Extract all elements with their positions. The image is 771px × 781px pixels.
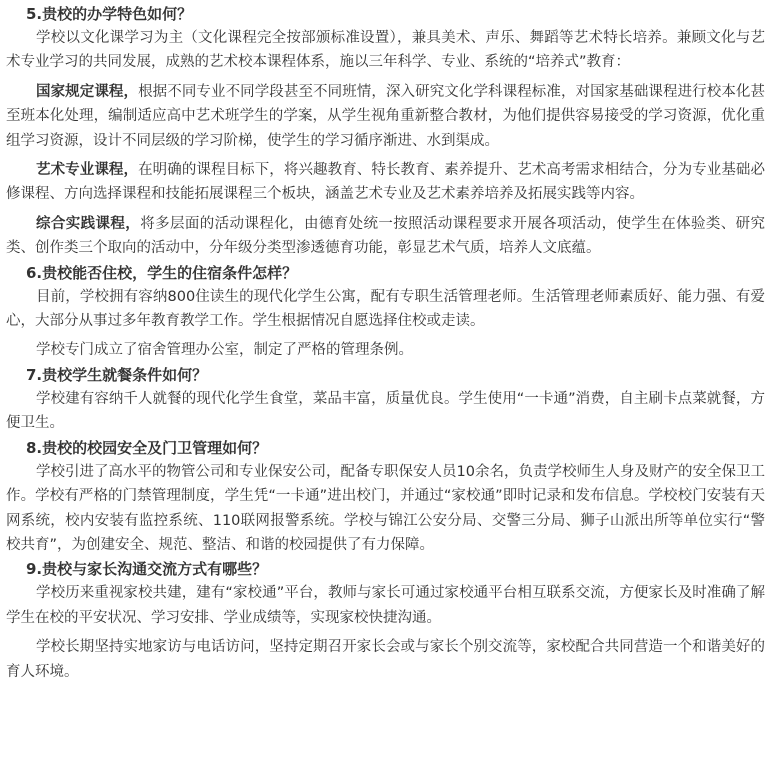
section-7-heading: 7.贵校学生就餐条件如何？ <box>26 365 208 384</box>
section-8-heading: 8.贵校的校园安全及门卫管理如何？ <box>26 438 268 457</box>
paragraph-text: 学校以文化课学习为主（文化课程完全按部颁标准设置），兼具美术、声乐、舞蹈等艺术特长培养。兼顾文化与艺术专业学习的共同发展，成熟的艺术校本课程体系，施以三年科学、专业、系统的“培养式”教育： <box>6 30 765 71</box>
section-9-heading: 9.贵校与家长沟通交流方式有哪些？ <box>26 560 268 579</box>
paragraph-text: 将多层面的活动课程化，由德育处统一按照活动课程要求开展各项活动，使学生在体验类、研究类、创作类三个取向的活动中，分年级分类型渗透德育功能，彰显艺术气质，培养人文底蕴。 <box>6 215 766 257</box>
paragraph-text: 目前，学校拥有容纳800住读生的现代化学生公寓，配有专职生活管理老师。生活管理老师素质好、能力强、有爱心，大部分从事过多年教育教学工作。学生根据情况自愿选择住校或走读。 <box>6 288 765 330</box>
section-5-heading: 5.贵校的办学特色如何？ <box>26 5 193 23</box>
art-curriculum-paragraph <box>6 158 765 207</box>
section-6-heading: 6.贵校能否住校，学生的住宿条件怎样？ <box>26 263 298 282</box>
practice-curriculum-lead: 综合实践课程， <box>36 215 141 232</box>
paragraph-text: 学校引进了高水平的物管公司和专业保安公司，配备专职保安人员10余名，负责学校师生人身及财产的安全保卫工作。学校有严格的门禁管理制度，学生凭“一卡通”进出校门，并通过“家校通”即时记录和发布信息。学校校门安装有天网系统，校内安装有监控系统、110联网报警系统。学校与锦江公安分局、交警三分局、狮子山派出所等单位实行“警校共育”，为创建安全、规范、整洁、和谐的校园提供了有力保障。 <box>6 463 765 553</box>
dining-paragraph <box>6 387 765 436</box>
security-paragraph <box>6 460 765 558</box>
home-visit-paragraph <box>6 635 765 684</box>
dormitory-paragraph <box>6 285 765 334</box>
section-5-intro-paragraph <box>6 26 765 75</box>
practice-curriculum-paragraph <box>6 212 765 261</box>
paragraph-text: 根据不同专业不同学段甚至不同班情，深入研究文化学科课程标准，对国家基础课程进行校本化甚至班本化处理，编制适应高中艺术班学生的学案，从学生视角重新整合教材，为他们提供容易接受的学习资源，优化重组学习资源，设计不同层级的学习阶梯，使学生的学习循序渐进、水到渠成。 <box>6 83 766 149</box>
national-curriculum-paragraph <box>6 80 765 153</box>
art-curriculum-lead: 艺术专业课程， <box>36 162 139 179</box>
national-curriculum-lead: 国家规定课程， <box>36 83 139 100</box>
home-school-platform-paragraph <box>6 581 765 630</box>
dormitory-office-paragraph <box>6 338 765 362</box>
paragraph-text: 在明确的课程目标下，将兴趣教育、特长教育、素养提升、艺术高考需求相结合，分为专业基础必修课程、方向选择课程和技能拓展课程三个板块，涵盖艺术专业及艺术素养培养及拓展实践等内容。 <box>6 162 766 203</box>
paragraph-text: 学校建有容纳千人就餐的现代化学生食堂，菜品丰富，质量优良。学生使用“一卡通”消费，自主刷卡点菜就餐，方便卫生。 <box>6 390 765 432</box>
paragraph-text: 学校历来重视家校共建，建有“家校通”平台，教师与家长可通过家校通平台相互联系交流，方便家长及时准确了解学生在校的平安状况、学习安排、学业成绩等，实现家校快捷沟通。 <box>6 585 765 626</box>
paragraph-text: 学校专门成立了宿舍管理办公室，制定了严格的管理条例。 <box>36 342 413 359</box>
paragraph-text: 学校长期坚持实地家访与电话访问，坚持定期召开家长会或与家长个别交流等，家校配合共同营造一个和谐美好的育人环境。 <box>6 639 765 680</box>
